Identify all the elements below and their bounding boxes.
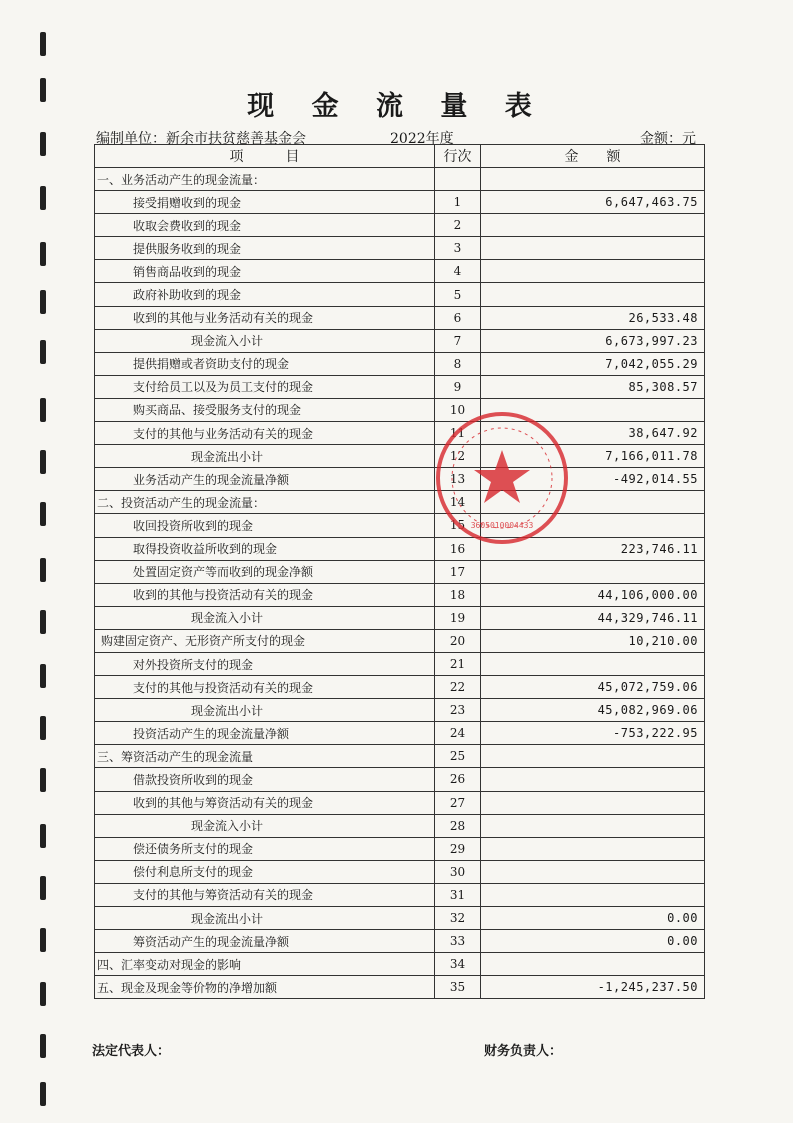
row-item: 二、投资活动产生的现金流量： bbox=[95, 491, 435, 514]
row-item: 四、汇率变动对现金的影响 bbox=[95, 953, 435, 976]
row-amount: 38,647.92 bbox=[481, 422, 705, 445]
row-item: 支付的其他与投资活动有关的现金 bbox=[95, 676, 435, 699]
table-row bbox=[95, 445, 705, 468]
row-line-number: 26 bbox=[435, 768, 481, 791]
row-line-number: 17 bbox=[435, 560, 481, 583]
row-line-number: 19 bbox=[435, 606, 481, 629]
report-year: 2022年度 bbox=[390, 131, 454, 147]
row-amount: 0.00 bbox=[481, 907, 705, 930]
row-amount bbox=[481, 837, 705, 860]
row-line-number: 24 bbox=[435, 722, 481, 745]
row-line-number: 30 bbox=[435, 860, 481, 883]
table-row bbox=[95, 191, 705, 214]
row-line-number: 23 bbox=[435, 699, 481, 722]
row-line-number: 15 bbox=[435, 514, 481, 537]
row-item: 提供服务收到的现金 bbox=[95, 237, 435, 260]
row-item: 政府补助收到的现金 bbox=[95, 283, 435, 306]
table-row bbox=[95, 883, 705, 906]
header-amount: 金 额 bbox=[481, 145, 705, 168]
table-row bbox=[95, 168, 705, 191]
row-line-number: 5 bbox=[435, 283, 481, 306]
row-line-number: 3 bbox=[435, 237, 481, 260]
row-amount bbox=[481, 652, 705, 675]
table-row bbox=[95, 860, 705, 883]
table-row bbox=[95, 260, 705, 283]
table-row bbox=[95, 837, 705, 860]
row-item: 支付给员工以及为员工支付的现金 bbox=[95, 375, 435, 398]
row-line-number: 32 bbox=[435, 907, 481, 930]
row-amount bbox=[481, 560, 705, 583]
row-line-number: 33 bbox=[435, 930, 481, 953]
row-amount: 45,072,759.06 bbox=[481, 676, 705, 699]
row-item: 偿还债务所支付的现金 bbox=[95, 837, 435, 860]
row-item: 五、现金及现金等价物的净增加额 bbox=[95, 976, 435, 999]
row-amount: -492,014.55 bbox=[481, 468, 705, 491]
row-line-number: 21 bbox=[435, 652, 481, 675]
header-line: 行次 bbox=[435, 145, 481, 168]
row-amount: -1,245,237.50 bbox=[481, 976, 705, 999]
row-item: 接受捐赠收到的现金 bbox=[95, 191, 435, 214]
row-item: 收到的其他与业务活动有关的现金 bbox=[95, 306, 435, 329]
row-item: 投资活动产生的现金流量净额 bbox=[95, 722, 435, 745]
row-item: 偿付利息所支付的现金 bbox=[95, 860, 435, 883]
row-amount: 26,533.48 bbox=[481, 306, 705, 329]
table-row bbox=[95, 352, 705, 375]
row-line-number bbox=[435, 168, 481, 191]
row-line-number: 12 bbox=[435, 445, 481, 468]
row-item: 业务活动产生的现金流量净额 bbox=[95, 468, 435, 491]
row-amount bbox=[481, 860, 705, 883]
row-amount: 85,308.57 bbox=[481, 375, 705, 398]
row-amount: 44,329,746.11 bbox=[481, 606, 705, 629]
row-amount: 6,673,997.23 bbox=[481, 329, 705, 352]
row-item: 提供捐赠或者资助支付的现金 bbox=[95, 352, 435, 375]
table-row bbox=[95, 907, 705, 930]
row-amount bbox=[481, 168, 705, 191]
table-row bbox=[95, 283, 705, 306]
row-item: 现金流出小计 bbox=[95, 907, 435, 930]
cash-flow-table bbox=[94, 144, 705, 999]
row-line-number: 28 bbox=[435, 814, 481, 837]
seal-number: 3605010004433 bbox=[470, 521, 534, 530]
row-line-number: 16 bbox=[435, 537, 481, 560]
table-row bbox=[95, 583, 705, 606]
table-row bbox=[95, 814, 705, 837]
row-item: 销售商品收到的现金 bbox=[95, 260, 435, 283]
table-row bbox=[95, 768, 705, 791]
row-item: 筹资活动产生的现金流量净额 bbox=[95, 930, 435, 953]
row-item: 收回投资所收到的现金 bbox=[95, 514, 435, 537]
row-line-number: 27 bbox=[435, 791, 481, 814]
binding-holes bbox=[40, 20, 50, 1120]
row-item: 购建固定资产、无形资产所支付的现金 bbox=[95, 629, 435, 652]
row-line-number: 10 bbox=[435, 398, 481, 421]
row-amount bbox=[481, 953, 705, 976]
row-amount bbox=[481, 260, 705, 283]
table-row bbox=[95, 699, 705, 722]
legal-representative-label: 法定代表人： bbox=[92, 1044, 171, 1059]
row-item: 借款投资所收到的现金 bbox=[95, 768, 435, 791]
table-header-row bbox=[95, 145, 705, 168]
row-line-number: 6 bbox=[435, 306, 481, 329]
document-title: 现 金 流 量 表 bbox=[247, 91, 546, 122]
row-item: 对外投资所支付的现金 bbox=[95, 652, 435, 675]
row-item: 支付的其他与筹资活动有关的现金 bbox=[95, 883, 435, 906]
row-amount: 223,746.11 bbox=[481, 537, 705, 560]
currency-unit: 金额：元 bbox=[640, 131, 696, 147]
row-item: 收到的其他与投资活动有关的现金 bbox=[95, 583, 435, 606]
table-row bbox=[95, 629, 705, 652]
row-line-number: 31 bbox=[435, 883, 481, 906]
official-seal-stamp bbox=[432, 408, 572, 548]
table-row bbox=[95, 745, 705, 768]
row-line-number: 18 bbox=[435, 583, 481, 606]
row-item: 取得投资收益所收到的现金 bbox=[95, 537, 435, 560]
row-amount: 0.00 bbox=[481, 930, 705, 953]
row-amount bbox=[481, 283, 705, 306]
row-item: 三、筹资活动产生的现金流量 bbox=[95, 745, 435, 768]
table-row bbox=[95, 652, 705, 675]
row-item: 收到的其他与筹资活动有关的现金 bbox=[95, 791, 435, 814]
row-line-number: 22 bbox=[435, 676, 481, 699]
table-row bbox=[95, 606, 705, 629]
row-item: 现金流出小计 bbox=[95, 699, 435, 722]
table-row bbox=[95, 537, 705, 560]
table-row bbox=[95, 953, 705, 976]
row-item: 处置固定资产等而收到的现金净额 bbox=[95, 560, 435, 583]
row-item: 一、业务活动产生的现金流量： bbox=[95, 168, 435, 191]
table-row bbox=[95, 976, 705, 999]
row-amount bbox=[481, 237, 705, 260]
row-amount: 10,210.00 bbox=[481, 629, 705, 652]
table-row bbox=[95, 791, 705, 814]
row-line-number: 35 bbox=[435, 976, 481, 999]
row-line-number: 7 bbox=[435, 329, 481, 352]
row-line-number: 25 bbox=[435, 745, 481, 768]
row-line-number: 29 bbox=[435, 837, 481, 860]
table-row bbox=[95, 398, 705, 421]
row-line-number: 2 bbox=[435, 214, 481, 237]
row-item: 现金流入小计 bbox=[95, 329, 435, 352]
row-line-number: 9 bbox=[435, 375, 481, 398]
row-amount bbox=[481, 745, 705, 768]
table-row bbox=[95, 676, 705, 699]
row-item: 支付的其他与业务活动有关的现金 bbox=[95, 422, 435, 445]
table-row bbox=[95, 722, 705, 745]
row-amount bbox=[481, 214, 705, 237]
row-line-number: 20 bbox=[435, 629, 481, 652]
row-amount: -753,222.95 bbox=[481, 722, 705, 745]
row-item: 现金流入小计 bbox=[95, 814, 435, 837]
row-amount: 7,166,011.78 bbox=[481, 445, 705, 468]
table-row bbox=[95, 491, 705, 514]
row-amount: 44,106,000.00 bbox=[481, 583, 705, 606]
row-item: 购买商品、接受服务支付的现金 bbox=[95, 398, 435, 421]
row-line-number: 1 bbox=[435, 191, 481, 214]
row-line-number: 11 bbox=[435, 422, 481, 445]
table-row bbox=[95, 214, 705, 237]
row-amount bbox=[481, 814, 705, 837]
row-amount: 7,042,055.29 bbox=[481, 352, 705, 375]
row-item: 现金流入小计 bbox=[95, 606, 435, 629]
row-line-number: 8 bbox=[435, 352, 481, 375]
table-row bbox=[95, 375, 705, 398]
row-item: 收取会费收到的现金 bbox=[95, 214, 435, 237]
row-amount: 45,082,969.06 bbox=[481, 699, 705, 722]
table-row bbox=[95, 514, 705, 537]
finance-head-label: 财务负责人： bbox=[484, 1044, 563, 1059]
row-amount: 6,647,463.75 bbox=[481, 191, 705, 214]
table-row bbox=[95, 329, 705, 352]
row-line-number: 34 bbox=[435, 953, 481, 976]
table-row bbox=[95, 930, 705, 953]
row-line-number: 14 bbox=[435, 491, 481, 514]
row-item: 现金流出小计 bbox=[95, 445, 435, 468]
table-row bbox=[95, 306, 705, 329]
reporting-unit: 编制单位：新余市扶贫慈善基金会 bbox=[96, 131, 306, 147]
header-item: 项 目 bbox=[95, 145, 435, 168]
table-row bbox=[95, 422, 705, 445]
row-line-number: 13 bbox=[435, 468, 481, 491]
row-amount bbox=[481, 768, 705, 791]
table-row bbox=[95, 468, 705, 491]
row-line-number: 4 bbox=[435, 260, 481, 283]
row-amount bbox=[481, 883, 705, 906]
table-row bbox=[95, 237, 705, 260]
row-amount bbox=[481, 791, 705, 814]
table-row bbox=[95, 560, 705, 583]
